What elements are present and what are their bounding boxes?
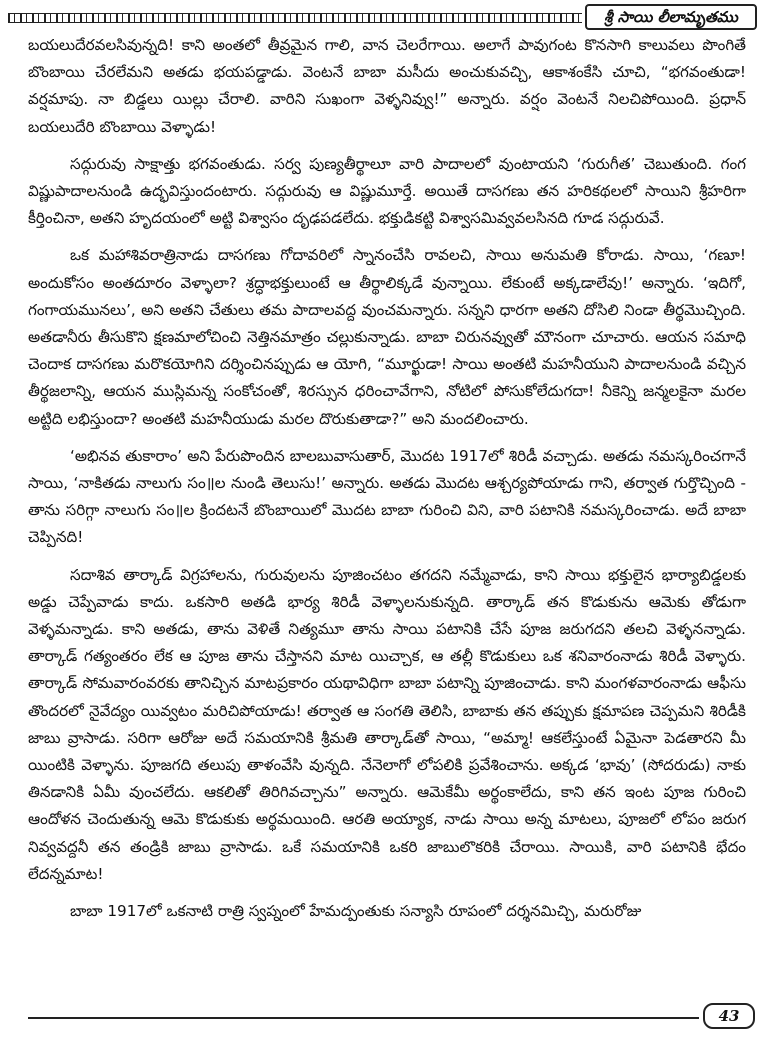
paragraph: సదాశివ తార్కాడ్ విగ్రహాలను, గురువులను పూజించటం తగదని నమ్మేవాడు, కాని సాయి భక్తులైన భార్యాబిడ్డలకు అడ్డు చెప్పేవాడు కాదు. ఒకసారి అతడి భార్య శిరిడీ వెళ్ళాలనుకున్నది. తార్కాడ్ తన కొడుకును ఆమెకు తోడుగా వెళ్ళమన్నాడు. కాని అతడు, తాను వెళితే నిత్యమూ తాను సాయి పటానికి చేసే పూజ జరుగదని తలచి వెళ్ళనన్నాడు. తార్కాడ్ గత్యంతరం లేక ఆ పూజ తాను చేస్తానని మాట యిచ్చాక, ఆ తల్లీ కొడుకులు ఒక శనివారంనాడు శిరిడీ వెళ్ళారు. తార్కాడ్ సోమవారంవరకు తానిచ్చిన మాటప్రకారం యథావిధిగా బాబా పటాన్ని పూజించాడు. కాని మంగళవారంనాడు ఆఫీసు తొందరలో నైవేద్యం యివ్వటం మరిచిపోయాడు! తర్వాత ఆ సంగతి తెలిసి, బాబాకు తన తప్పుకు క్షమాపణ చెప్పమని శిరిడీకి జాబు వ్రాసాడు. సరిగా ఆరోజు అదే సమయానికి శ్రీమతి తార్కాడ్‌తో సాయి, “అమ్మా! ఆకలేస్తుంటే ఏమైనా పెడతారని మీ యింటికి వెళ్ళాను. పూజగది తలుపు తాళంవేసి వున్నది. నేనెలాగో లోపలికి ప్రవేశించాను. అక్కడ ‘భావు’ (సోదరుడు) నాకు తినడానికి ఏమీ వుంచలేదు. ఆకలితో తిరిగివచ్చాను” అన్నారు. ఆమెకేమీ అర్థంకాలేదు, కాని తన ఇంట పూజ గురించి ఆందోళన చెందుతున్న ఆమె కొడుకుకు అర్థమయింది. ఆరతి అయ్యాక, నాడు సాయి అన్న మాటలు, పూజలో లోపం జరుగ నివ్వవద్దనీ తన తండ్రికి జాబు వ్రాసాడు. ఒకే సమయానికి ఒకరి జాబులొకరికి చేరాయి. సాయికి, వారి పటానికి భేదం లేదన్నమాట! — [28, 565, 746, 883]
paragraph: బయలుదేరవలసివున్నది! కాని అంతలో తీవ్రమైన గాలి, వాన చెలరేగాయి. అలాగే పావుగంట కొనసాగి కాలువలు పొంగితే బొంబాయి చేరలేమని అతడు భయపడ్డాడు. వెంటనే బాబా మసీదు అంచుకువచ్చి, ఆకాశంకేసి చూచి, “భగవంతుడా! వర్షమాపు. నా బిడ్డలు యిల్లు చేరాలి. వారిని సుఖంగా వెళ్ళనివ్వు!” అన్నారు. వర్షం వెంటనే నిలచిపోయింది. ప్రధాన్ బయలుదేరి బొంబాయి వెళ్ళాడు! — [28, 36, 746, 136]
footer-rule — [28, 1017, 699, 1019]
paragraph: ‘అభినవ తుకారాం’ అని పేరుపొందిన బాలబువాసుతార్, మొదట 1917లో శిరిడీ వచ్చాడు. అతడు నమస్కరించగానే సాయి, ‘నాకితడు నాలుగు సం॥ల నుండి తెలుసు!’ అన్నారు. అతడు మొదట ఆశ్చర్యపోయాడు గాని, తర్వాత గుర్తొచ్చింది - తాను సరిగ్గా నాలుగు సం॥ల క్రిందటనే బొంబాయిలో మొదట బాబా గురించి విని, వారి పటానికి నమస్కరించాడు. అదే బాబా చెప్పినది! — [28, 446, 746, 547]
decorative-border — [8, 13, 582, 23]
page-header — [8, 4, 757, 28]
paragraph: సద్గురువు సాక్షాత్తు భగవంతుడు. సర్వ పుణ్యతీర్థాలూ వారి పాదాలలో వుంటాయని ‘గురుగీత’ చెబుతుంది. గంగ విష్ణుపాదాలనుండి ఉద్భవిస్తుందంటారు. సద్గురువు ఆ విష్ణుమూర్తే. అయితే దాసగణు తన హరికథలలో సాయిని శ్రీహరిగా కీర్తించినా, అతని హృదయంలో అట్టి విశ్వాసం దృఢపడలేదు. భక్తుడికట్టి విశ్వాసమివ్వవలసినది గూడ సద్గురువే. — [28, 154, 746, 228]
book-title: శ్రీ సాయి లీలామృతము — [585, 4, 757, 30]
paragraph: ఒక మహాశివరాత్రినాడు దాసగణు గోదావరిలో స్నానంచేసి రావలచి, సాయి అనుమతి కోరాడు. సాయి, ‘గణూ! అందుకోసం అంతదూరం వెళ్ళాలా? శ్రద్ధాభక్తులుంటే ఆ తీర్థాలిక్కడే వున్నాయి. లేకుంటే అక్కడాలేవు!’ అన్నారు. ‘ఇదిగో, గంగాయమునలు’, అని అతని చేతులు తమ పాదాలవద్ద వుంచమన్నారు. సన్నని ధారగా అతని దోసిలి నిండా తీర్థమొచ్చింది. అతడానీరు తీసుకొని క్షణమాలోచించి నెత్తినమాత్రం చల్లుకున్నాడు. బాబా చిరునవ్వుతో మౌనంగా చూచారు. ఆయన సమాధి చెందాక దాసగణు మరొకయోగిని దర్శించినప్పుడు ఆ యోగి, “మూర్ఖుడా! సాయి అంతటి మహనీయుని పాదాలనుండి వచ్చిన తీర్థజలాన్ని, ఆయన ముస్లిమన్న సంకోచంతో, శిరస్సున ధరించావేగాని, నోటిలో పోసుకోలేదుగదా! నీకెన్ని జన్మలకైనా మరల అట్టిది లభిస్తుందా? అంతటి మహనీయుడు మరల దొరుకుతాడా?” అని మందలించారు. — [28, 246, 746, 428]
page-number: 43 — [703, 1003, 755, 1029]
paragraph: బాబా 1917లో ఒకనాటి రాత్రి స్వప్నంలో హేమద్పంతుకు సన్యాసి రూపంలో దర్శనమిచ్చి, మరురోజు — [70, 902, 642, 921]
page-body — [28, 32, 746, 935]
